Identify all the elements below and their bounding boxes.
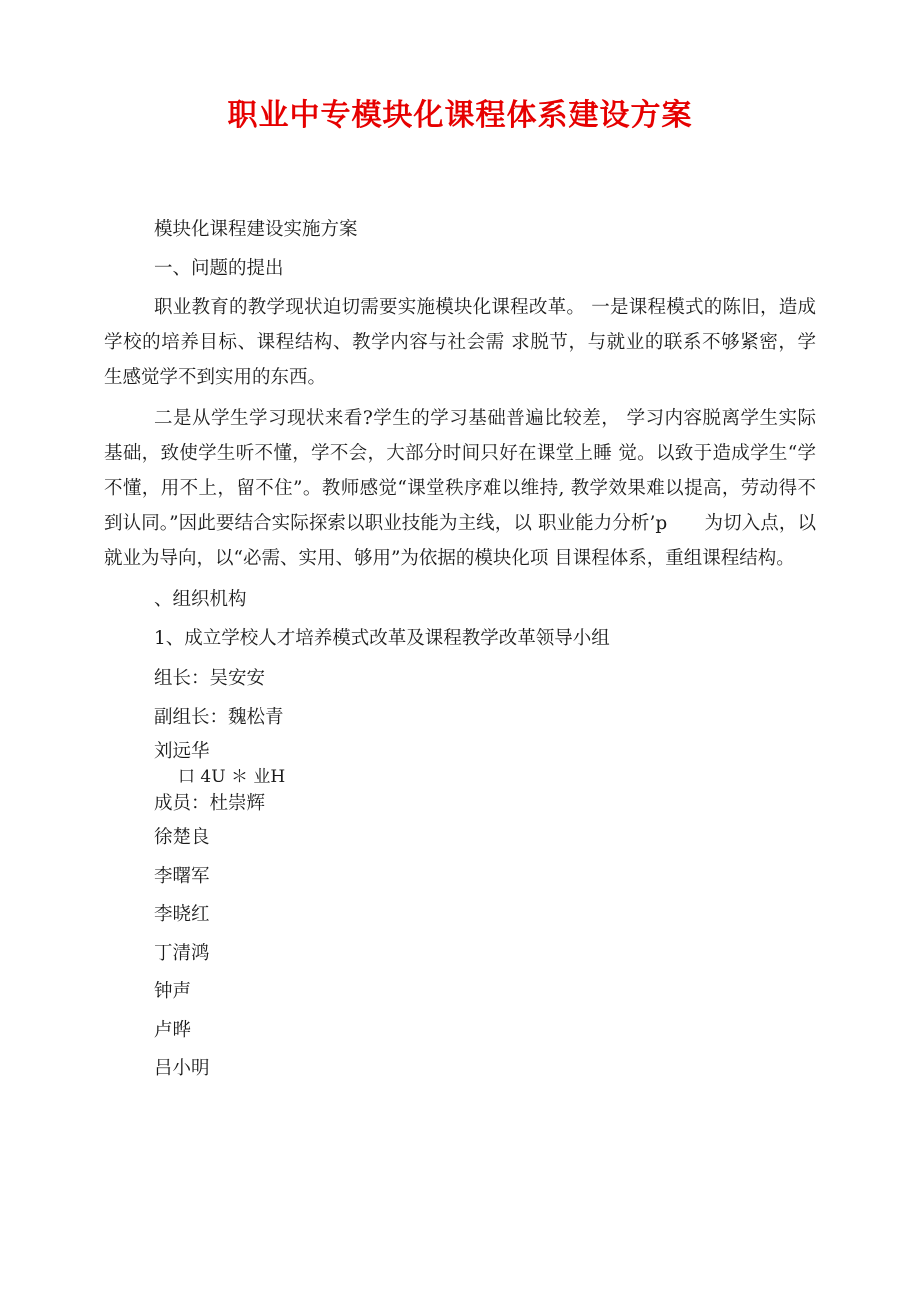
member-name: 钟声 <box>154 981 192 1002</box>
subtitle: 模块化课程建设实施方案 <box>154 219 358 240</box>
member-name: 李晓红 <box>154 904 210 925</box>
member-name: 李曙军 <box>154 865 210 887</box>
document-body <box>104 212 816 1089</box>
section-heading-problem: 一、问题的提出 <box>154 258 284 279</box>
members-label: 成员：杜崇辉 <box>154 793 266 814</box>
section-heading-organization: 、组织机构 <box>154 589 247 610</box>
member-name: 徐楚良 <box>154 827 210 848</box>
document-title: 职业中专模块化课程体系建设方案 <box>227 98 693 133</box>
member-name: 卢晔 <box>154 1019 192 1041</box>
paragraph-1: 职业教育的教学现状迫切需要实施模块化课程改革。 一是课程模式的陈旧，造成 学校的培养目标、课程结构、教学内容与社会需 求脱节，与就业的联系不够紧密，学 生感觉学不到实用的东西。 <box>104 297 816 388</box>
garbled-text: 口 4U ＊ 业H <box>178 767 286 787</box>
member-liu: 刘远华 <box>154 741 210 762</box>
paragraph-2: 二是从学生学习现状来看?学生的学习基础普遍比较差， 学习内容脱离学生实际基础，致使学生听不懂，学不会，大部分时间只好在课堂上睡 觉。以致于造成学生“学不懂，用不上，留不住”。教师感觉“课堂秩序难以维持, 教学效果难以提高，劳动得不到认同。”因此要结合实际探索以职业技能为主线，以 职业能力分析’p 为切入点，以就业为导向，以“必需、实用、够用”为依据的模块化项 目课程体系，重组课程结构。 <box>104 408 816 569</box>
member-name: 丁清鸿 <box>154 942 210 964</box>
group-leader: 组长：吴安安 <box>154 668 266 689</box>
list-item-leading-group: 1、成立学校人才培养模式改革及课程教学改革领导小组 <box>154 628 610 649</box>
member-name: 吕小明 <box>154 1058 210 1079</box>
deputy-leader: 副组长：魏松青 <box>154 706 284 728</box>
